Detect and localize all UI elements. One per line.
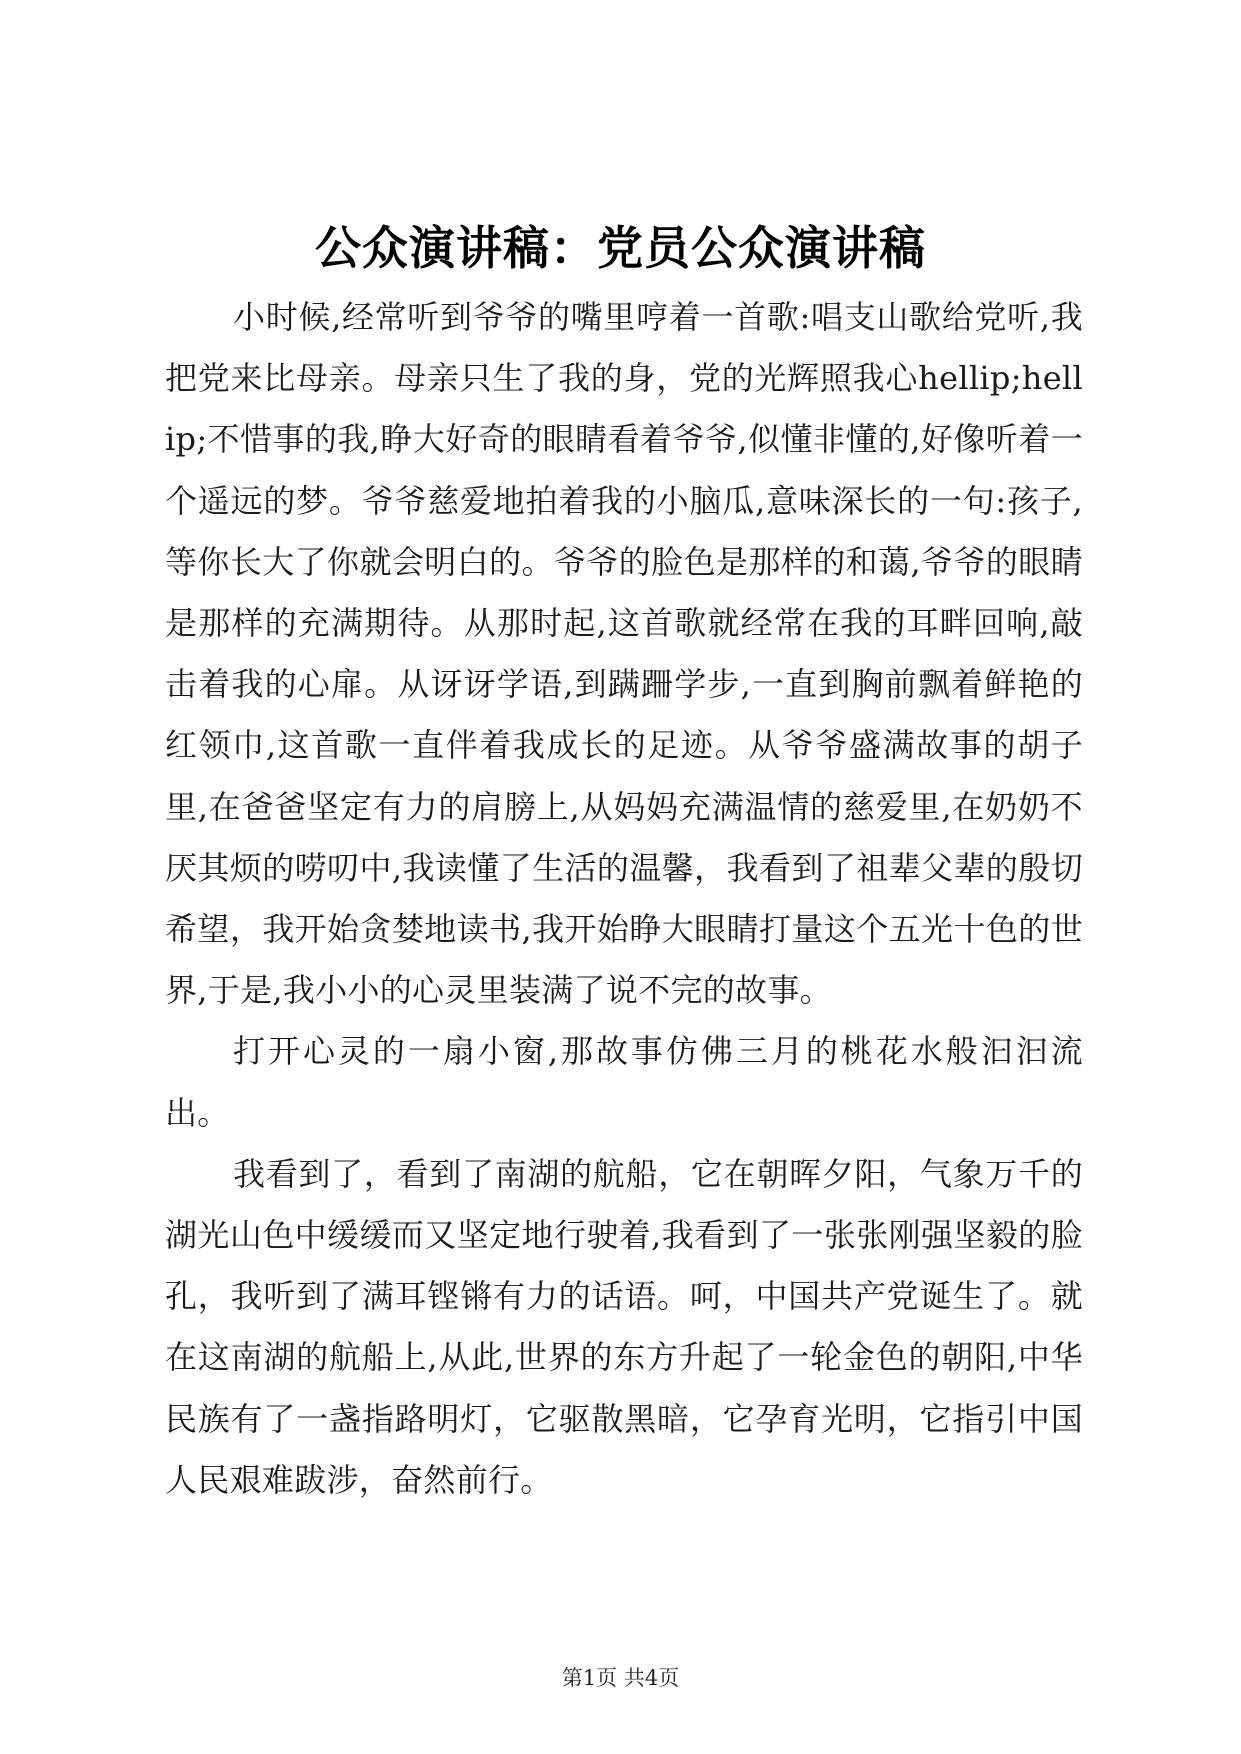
paragraph-3: 我看到了，看到了南湖的航船，它在朝晖夕阳，气象万千的湖光山色中缓缓而又坚定地行驶着,我看到了一张张刚强坚毅的脸孔，我听到了满耳铿锵有力的话语。呵，中国共产党诞生了。就在这南湖的航船上,从此,世界的东方升起了一轮金色的朝阳,中华民族有了一盏指路明灯，它驱散黑暗，它孕育光明，它指引中国人民艰难跋涉，奋然前行。 bbox=[165, 1154, 1083, 1499]
document-body bbox=[165, 287, 1083, 1511]
document-title: 公众演讲稿：党员公众演讲稿 bbox=[315, 221, 926, 275]
paragraph-1: 小时候,经常听到爷爷的嘴里哼着一首歌:唱支山歌给党听,我把党来比母亲。母亲只生了我的身，党的光辉照我心hellip;hellip;不惜事的我,睁大好奇的眼睛看着爷爷,似懂非懂的,好像听着一个遥远的梦。爷爷慈爱地拍着我的小脑瓜,意味深长的一句:孩子,等你长大了你就会明白的。爷爷的脸色是那样的和蔼,爷爷的眼睛是那样的充满期待。从那时起,这首歌就经常在我的耳畔回响,敲击着我的心扉。从讶讶学语,到蹒跚学步,一直到胸前飘着鲜艳的红领巾,这首歌一直伴着我成长的足迹。从爷爷盛满故事的胡子里,在爸爸坚定有力的肩膀上,从妈妈充满温情的慈爱里,在奶奶不厌其烦的唠叨中,我读懂了生活的温馨，我看到了祖辈父辈的殷切希望，我开始贪婪地读书,我开始睁大眼睛打量这个五光十色的世界,于是,我小小的心灵里装满了说不完的故事。 bbox=[165, 298, 1083, 1010]
page-footer: 第1页 共4页 bbox=[561, 1666, 680, 1690]
paragraph-2: 打开心灵的一扇小窗,那故事仿佛三月的桃花水般汩汩流出。 bbox=[165, 1032, 1083, 1132]
